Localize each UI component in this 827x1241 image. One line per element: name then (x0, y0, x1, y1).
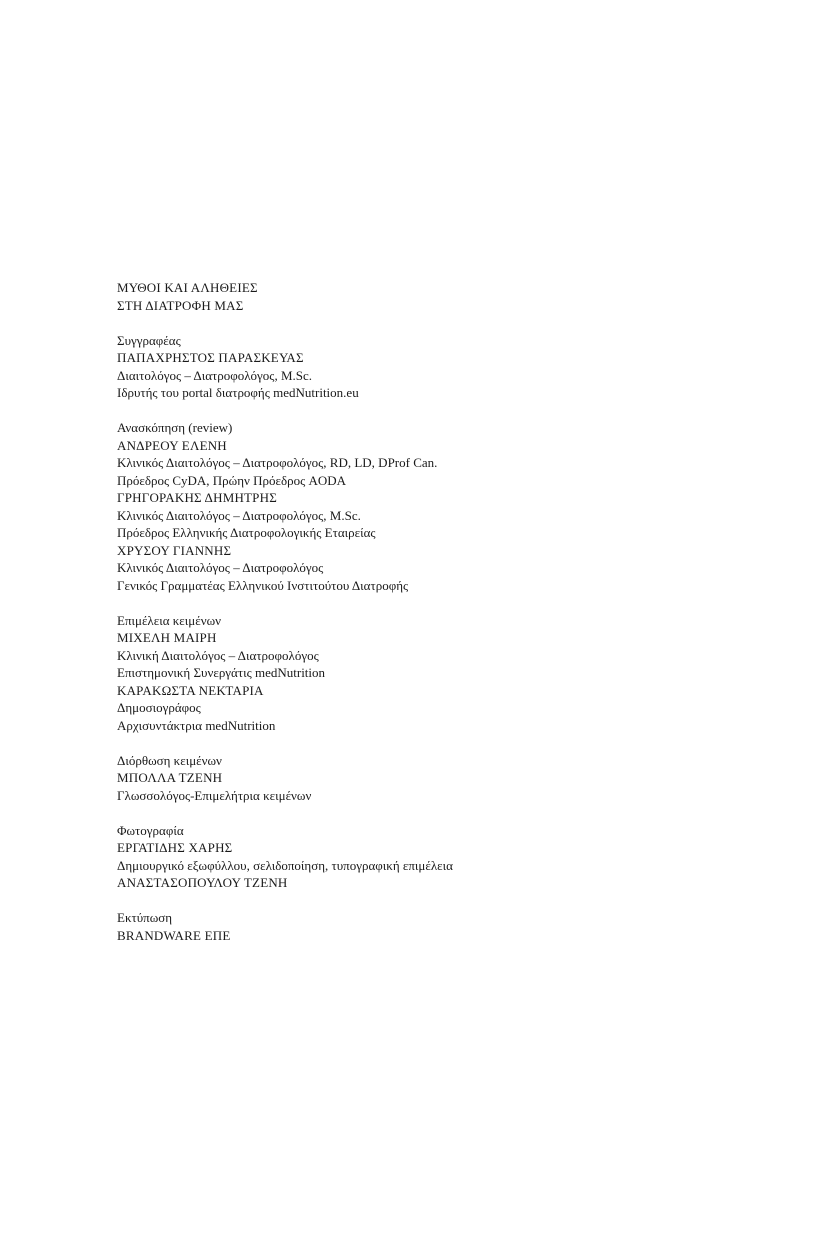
author-name: ΠΑΠΑΧΡΗΣΤΟΣ ΠΑΡΑΣΚΕΥΑΣ (117, 350, 304, 365)
designer-name: ΑΝΑΣΤΑΣΟΠΟΥΛΟΥ ΤΖΕΝΗ (117, 875, 288, 890)
author-role: Διαιτολόγος – Διατροφολόγος, M.Sc. (117, 367, 313, 383)
book-title-line-1: ΜΥΘΟΙ ΚΑΙ ΑΛΗΘΕΙΕΣ (117, 280, 258, 295)
proofreader-role: Γλωσσολόγος-Επιμελήτρια κειμένων (117, 787, 312, 803)
author-section (117, 332, 777, 402)
reviewer-extra: Πρόεδρος CyDA, Πρώην Πρόεδρος AODA (117, 472, 347, 488)
printing-section (117, 909, 777, 944)
book-title-line-2: ΣΤΗ ΔΙΑΤΡΟΦΗ ΜΑΣ (117, 297, 244, 313)
editor-extra: Αρχισυντάκτρια medNutrition (117, 717, 276, 733)
design-credit: Δημιουργικό εξωφύλλου, σελιδοποίηση, τυπογραφική επιμέλεια (117, 857, 453, 873)
photography-heading: Φωτογραφία (117, 822, 184, 838)
book-title (117, 279, 777, 314)
reviewer-extra: Γενικός Γραμματέας Ελληνικού Ινστιτούτου Διατροφής (117, 577, 409, 593)
editor-name: ΜΙΧΕΛΗ ΜΑΙΡΗ (117, 630, 217, 645)
reviewer-role: Κλινικός Διαιτολόγος – Διατροφολόγος, M.Sc. (117, 507, 361, 523)
editor-name: ΚΑΡΑΚΩΣΤΑ ΝΕΚΤΑΡΙΑ (117, 682, 264, 698)
photography-section (117, 822, 777, 892)
reviewer-role: Κλινικός Διαιτολόγος – Διατροφολόγος, RD, LD, DProf Can. (117, 455, 438, 470)
proofreading-heading: Διόρθωση κειμένων (117, 752, 222, 768)
editor-role: Κλινική Διαιτολόγος – Διατροφολόγος (117, 647, 319, 663)
editor-role: Δημοσιογράφος (117, 700, 201, 715)
reviewer-role: Κλινικός Διαιτολόγος – Διατροφολόγος (117, 560, 324, 575)
review-heading: Ανασκόπηση (review) (117, 420, 233, 435)
printing-heading: Εκτύπωση (117, 910, 173, 925)
editor-extra: Επιστημονική Συνεργάτις medNutrition (117, 665, 326, 680)
author-heading: Συγγραφέας (117, 332, 181, 348)
colophon-page (117, 279, 777, 944)
proofreader-name: ΜΠΟΛΛΑ ΤΖΕΝΗ (117, 770, 223, 785)
author-extra: Ιδρυτής του portal διατροφής medNutrition.eu (117, 385, 359, 400)
reviewer-name: ΓΡΗΓΟΡΑΚΗΣ ΔΗΜΗΤΡΗΣ (117, 490, 277, 505)
reviewer-name: ΧΡΥΣΟΥ ΓΙΑΝΝΗΣ (117, 542, 232, 558)
reviewer-extra: Πρόεδρος Ελληνικής Διατροφολογικής Εταιρείας (117, 525, 376, 540)
proofreading-section (117, 752, 777, 805)
review-section (117, 419, 777, 594)
printer-name: BRANDWARE ΕΠΕ (117, 927, 231, 943)
photographer-name: ΕΡΓΑΤΙΔΗΣ ΧΑΡΗΣ (117, 840, 233, 855)
reviewer-name: ΑΝΔΡΕΟΥ ΕΛΕΝΗ (117, 437, 227, 453)
editing-section (117, 612, 777, 735)
editing-heading: Επιμέλεια κειμένων (117, 612, 221, 628)
